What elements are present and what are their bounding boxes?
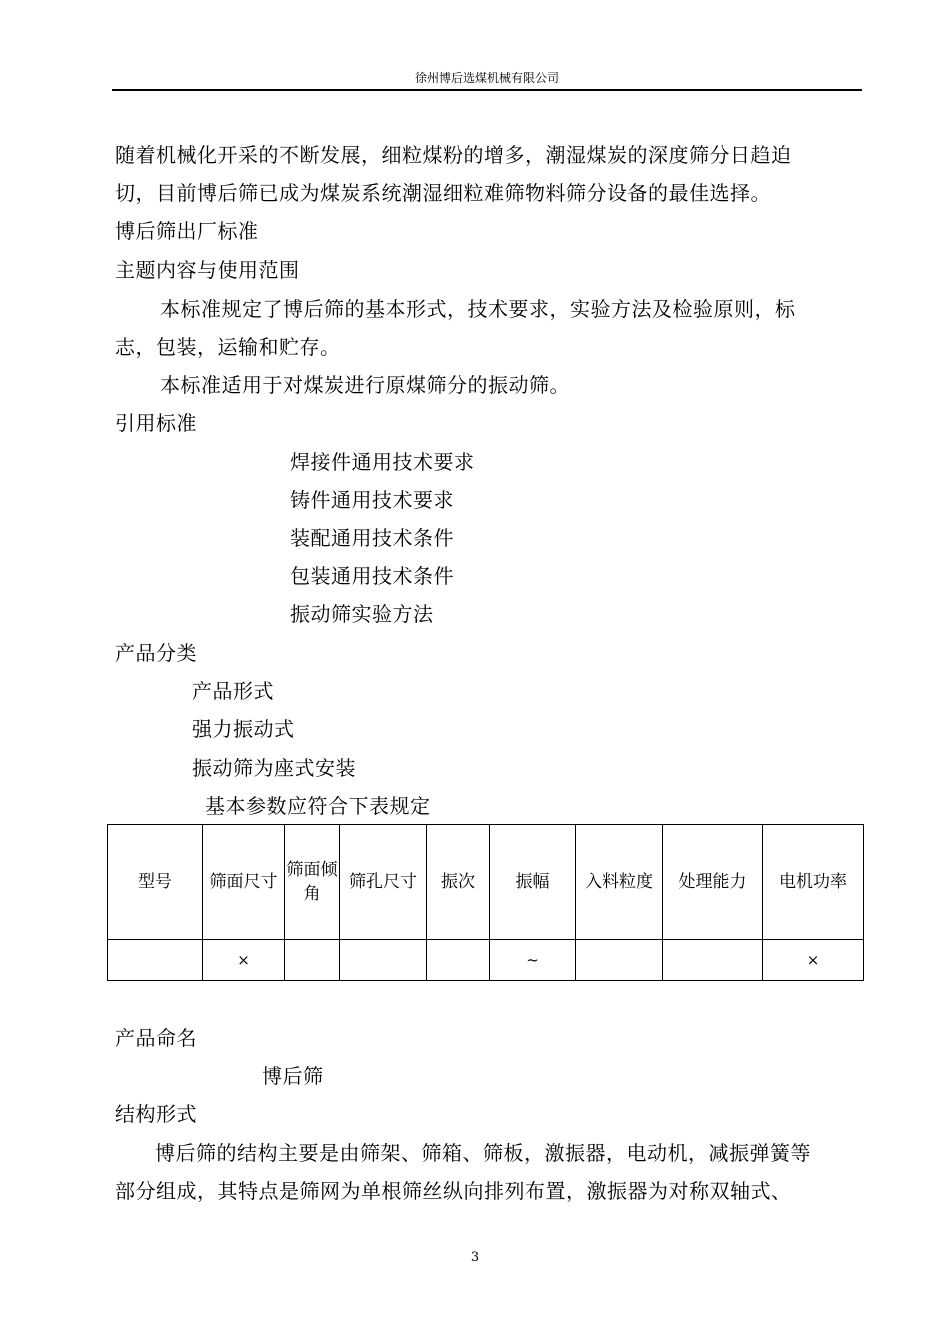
table-cell xyxy=(340,940,427,981)
intro-line-1: 随着机械化开采的不断发展，细粒煤粉的增多，潮湿煤炭的深度筛分日趋迫 xyxy=(115,143,792,167)
reference-item: 振动筛实验方法 xyxy=(290,602,434,626)
table-cell: × xyxy=(763,940,864,981)
reference-item: 装配通用技术条件 xyxy=(290,526,454,550)
section-1-paragraph-2: 本标准适用于对煤炭进行原煤筛分的振动筛。 xyxy=(160,373,570,397)
classification-item: 产品形式 xyxy=(192,679,274,703)
classification-item: 振动筛为座式安装 xyxy=(192,756,356,780)
table-row xyxy=(108,940,864,981)
header-cell: 振幅 xyxy=(490,825,576,940)
document-title: 博后筛出厂标准 xyxy=(115,219,259,243)
header-cell: 电机功率 xyxy=(763,825,864,940)
reference-item: 包装通用技术条件 xyxy=(290,564,454,588)
table-cell xyxy=(285,940,340,981)
section-4-heading: 产品命名 xyxy=(115,1026,197,1050)
header-cell: 型号 xyxy=(108,825,203,940)
table-cell: ~ xyxy=(490,940,576,981)
table-cell xyxy=(576,940,663,981)
product-name: 博后筛 xyxy=(262,1064,324,1088)
header-cell: 振次 xyxy=(427,825,490,940)
section-5-line-2: 部分组成，其特点是筛网为单根筛丝纵向排列布置，激振器为对称双轴式、 xyxy=(115,1179,792,1203)
table-intro: 基本参数应符合下表规定 xyxy=(205,794,431,818)
header-cell: 筛孔尺寸 xyxy=(340,825,427,940)
section-5-heading: 结构形式 xyxy=(115,1102,197,1126)
section-5-line-1: 博后筛的结构主要是由筛架、筛箱、筛板，激振器，电动机，减振弹簧等 xyxy=(155,1141,811,1165)
reference-item: 焊接件通用技术要求 xyxy=(290,450,475,474)
header-cell: 处理能力 xyxy=(663,825,763,940)
table-cell xyxy=(108,940,203,981)
section-1-paragraph-1-line-2: 志，包装，运输和贮存。 xyxy=(115,335,341,359)
header-cell: 筛面倾角 xyxy=(285,825,340,940)
intro-line-2: 切，目前博后筛已成为煤炭系统潮湿细粒难筛物料筛分设备的最佳选择。 xyxy=(115,181,771,205)
table-cell xyxy=(663,940,763,981)
section-1-paragraph-1-line-1: 本标准规定了博后筛的基本形式，技术要求，实验方法及检验原则，标 xyxy=(160,297,796,321)
table-cell: × xyxy=(203,940,285,981)
classification-item: 强力振动式 xyxy=(192,717,295,741)
section-2-heading: 引用标准 xyxy=(115,411,197,435)
reference-item: 铸件通用技术要求 xyxy=(290,488,454,512)
page-number: 3 xyxy=(470,1250,480,1265)
company-name: 徐州博后选煤机械有限公司 xyxy=(414,71,559,85)
section-1-heading: 主题内容与使用范围 xyxy=(115,258,300,282)
header-cell: 筛面尺寸 xyxy=(203,825,285,940)
page-header xyxy=(112,70,862,91)
parameter-table xyxy=(107,824,864,981)
table-cell xyxy=(427,940,490,981)
table-header-row xyxy=(108,825,864,940)
header-cell: 入料粒度 xyxy=(576,825,663,940)
section-3-heading: 产品分类 xyxy=(115,641,197,665)
